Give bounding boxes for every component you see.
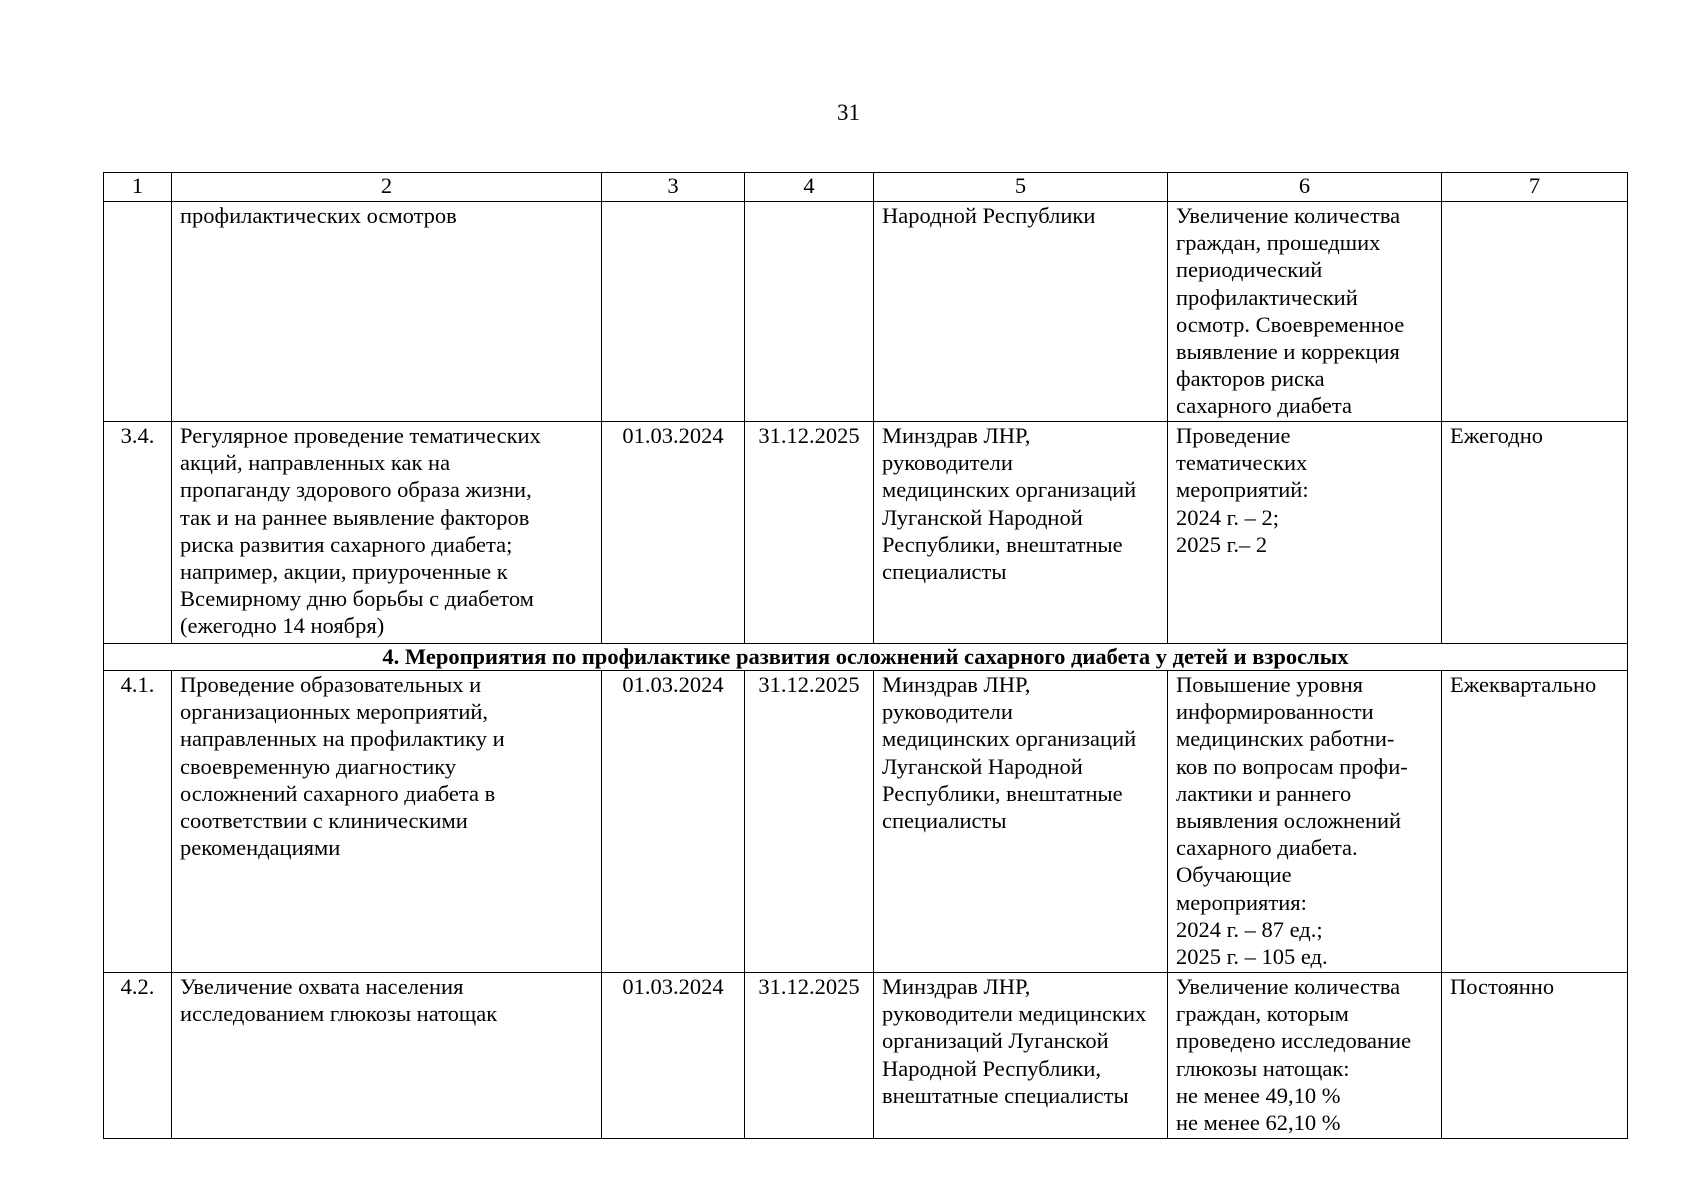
cell-text-line: факторов риска bbox=[1176, 366, 1325, 392]
cell-result bbox=[1168, 973, 1442, 1139]
cell-text-line: соответствии с клиническими bbox=[180, 808, 468, 834]
cell-text-line: направленных на профилактику и bbox=[180, 726, 505, 752]
cell-measure bbox=[172, 973, 602, 1139]
section-heading-row bbox=[104, 644, 1628, 671]
cell-end-date: 31.12.2025 bbox=[745, 671, 874, 973]
cell-text-line: мероприятия: bbox=[1176, 889, 1307, 915]
table-row-4-1 bbox=[104, 671, 1628, 973]
cell-text-line: медицинских организаций bbox=[882, 726, 1137, 752]
cell-end-date: 31.12.2025 bbox=[745, 973, 874, 1139]
cell-text-line: пропаганду здорового образа жизни, bbox=[180, 477, 532, 503]
cell-responsible bbox=[874, 973, 1168, 1139]
cell-text-line: специалисты bbox=[882, 808, 1007, 834]
cell-text-line: организационных мероприятий, bbox=[180, 699, 489, 725]
column-header-6: 6 bbox=[1168, 173, 1442, 202]
column-header-7: 7 bbox=[1442, 173, 1628, 202]
cell-text-line: выявления осложнений bbox=[1176, 808, 1402, 834]
cell-measure bbox=[172, 671, 602, 973]
cell-frequency: Ежеквартально bbox=[1442, 671, 1628, 973]
cell-text-line: информированности bbox=[1176, 699, 1374, 725]
cell-text-line: осмотр. Своевременное bbox=[1176, 311, 1405, 337]
section-4-title: 4. Мероприятия по профилактике развития осложнений сахарного диабета у детей и взрослых bbox=[104, 644, 1628, 671]
cell-text-line: лактики и раннего bbox=[1176, 780, 1352, 806]
cell-text-line: Минздрав ЛНР, bbox=[882, 672, 1031, 697]
cell-num: 4.1. bbox=[104, 671, 172, 973]
cell-num: 4.2. bbox=[104, 973, 172, 1139]
cell-text-line: Республики, внештатные bbox=[882, 780, 1123, 806]
cell-result bbox=[1168, 671, 1442, 973]
cell-text-line: 2025 г.– 2 bbox=[1176, 531, 1268, 557]
cell-start-date: 01.03.2024 bbox=[602, 671, 745, 973]
cell-text-line: 2025 г. – 105 ед. bbox=[1176, 944, 1328, 970]
cell-responsible bbox=[874, 671, 1168, 973]
cell-frequency: Ежегодно bbox=[1442, 422, 1628, 644]
cell-text-line: граждан, прошедших bbox=[1176, 230, 1381, 256]
cell-text-line: профилактический bbox=[1176, 284, 1358, 310]
cell-text-line: проведено исследование bbox=[1176, 1028, 1412, 1054]
cell-text-line: рекомендациями bbox=[180, 835, 341, 861]
cell-text-line: периодический bbox=[1176, 257, 1323, 283]
cell-start-date: 01.03.2024 bbox=[602, 422, 745, 644]
cell-text-line: Народной Республики, bbox=[882, 1055, 1101, 1081]
cell-text-line: ков по вопросам профи- bbox=[1176, 753, 1408, 779]
cell-text-line: мероприятий: bbox=[1176, 477, 1309, 503]
cell-text-line: Луганской Народной bbox=[882, 504, 1083, 530]
cell-text-line: медицинских работни- bbox=[1176, 726, 1395, 752]
cell-frequency bbox=[1442, 202, 1628, 422]
cell-text-line: не менее 49,10 % bbox=[1176, 1082, 1341, 1108]
cell-num: 3.4. bbox=[104, 422, 172, 644]
column-header-5: 5 bbox=[874, 173, 1168, 202]
cell-text-line: руководители медицинских bbox=[882, 1001, 1147, 1027]
cell-text-line: организаций Луганской bbox=[882, 1028, 1109, 1054]
cell-responsible bbox=[874, 202, 1168, 422]
cell-start bbox=[602, 202, 745, 422]
table-row-3-4 bbox=[104, 422, 1628, 644]
cell-text-line: Обучающие bbox=[1176, 862, 1292, 888]
cell-num bbox=[104, 202, 172, 422]
cell-text-line: акций, направленных как на bbox=[180, 450, 451, 476]
cell-result bbox=[1168, 422, 1442, 644]
cell-text-line: осложнений сахарного диабета в bbox=[180, 780, 496, 806]
cell-text-line: Минздрав ЛНР, bbox=[882, 423, 1031, 448]
cell-text-line: Проведение bbox=[1176, 423, 1291, 448]
cell-start-date: 01.03.2024 bbox=[602, 973, 745, 1139]
cell-text-line: граждан, которым bbox=[1176, 1001, 1349, 1027]
continuation-row bbox=[104, 202, 1628, 422]
cell-text-line: например, акции, приуроченные к bbox=[180, 559, 508, 585]
cell-text-line: Увеличение охвата населения bbox=[180, 974, 464, 999]
measures-table bbox=[103, 172, 1628, 1139]
column-header-4: 4 bbox=[745, 173, 874, 202]
cell-text-line: (ежегодно 14 ноября) bbox=[180, 613, 385, 639]
cell-text-line: Регулярное проведение тематических bbox=[180, 423, 541, 448]
cell-text-line: Республики, внештатные bbox=[882, 531, 1123, 557]
cell-text-line: своевременную диагностику bbox=[180, 753, 457, 779]
cell-text-line: Увеличение количества bbox=[1176, 974, 1401, 999]
cell-text-line: сахарного диабета. bbox=[1176, 835, 1358, 861]
cell-text-line: не менее 62,10 % bbox=[1176, 1110, 1341, 1136]
cell-text-line: Луганской Народной bbox=[882, 753, 1083, 779]
column-header-3: 3 bbox=[602, 173, 745, 202]
cell-text-line: так и на раннее выявление факторов bbox=[180, 504, 530, 530]
cell-text-line: исследованием глюкозы натощак bbox=[180, 1001, 498, 1027]
cell-text-line: руководители bbox=[882, 450, 1013, 476]
cell-text-line: 2024 г. – 87 ед.; bbox=[1176, 916, 1323, 942]
cell-text-line: Всемирному дню борьбы с диабетом bbox=[180, 586, 534, 612]
cell-end-date: 31.12.2025 bbox=[745, 422, 874, 644]
table-row-4-2 bbox=[104, 973, 1628, 1139]
cell-text-line: Увеличение количества bbox=[1176, 203, 1401, 228]
cell-text-line: медицинских организаций bbox=[882, 477, 1137, 503]
cell-text-line: Повышение уровня bbox=[1176, 672, 1364, 697]
cell-measure bbox=[172, 202, 602, 422]
cell-text-line: профилактических осмотров bbox=[180, 203, 457, 228]
page-number: 31 bbox=[837, 100, 860, 125]
cell-text-line: тематических bbox=[1176, 450, 1308, 476]
cell-text-line: специалисты bbox=[882, 559, 1007, 585]
column-number-row bbox=[104, 173, 1628, 202]
column-header-2: 2 bbox=[172, 173, 602, 202]
cell-text-line: риска развития сахарного диабета; bbox=[180, 531, 513, 557]
cell-frequency: Постоянно bbox=[1442, 973, 1628, 1139]
cell-result bbox=[1168, 202, 1442, 422]
cell-responsible bbox=[874, 422, 1168, 644]
cell-text-line: Проведение образовательных и bbox=[180, 672, 482, 697]
cell-text-line: руководители bbox=[882, 699, 1013, 725]
cell-text-line: глюкозы натощак: bbox=[1176, 1055, 1350, 1081]
cell-text-line: Народной Республики bbox=[882, 203, 1096, 228]
cell-text-line: сахарного диабета bbox=[1176, 393, 1352, 419]
cell-measure bbox=[172, 422, 602, 644]
column-header-1: 1 bbox=[104, 173, 172, 202]
cell-text-line: 2024 г. – 2; bbox=[1176, 504, 1279, 530]
cell-text-line: выявление и коррекция bbox=[1176, 339, 1400, 365]
cell-end bbox=[745, 202, 874, 422]
cell-text-line: Минздрав ЛНР, bbox=[882, 974, 1031, 999]
cell-text-line: внештатные специалисты bbox=[882, 1082, 1129, 1108]
